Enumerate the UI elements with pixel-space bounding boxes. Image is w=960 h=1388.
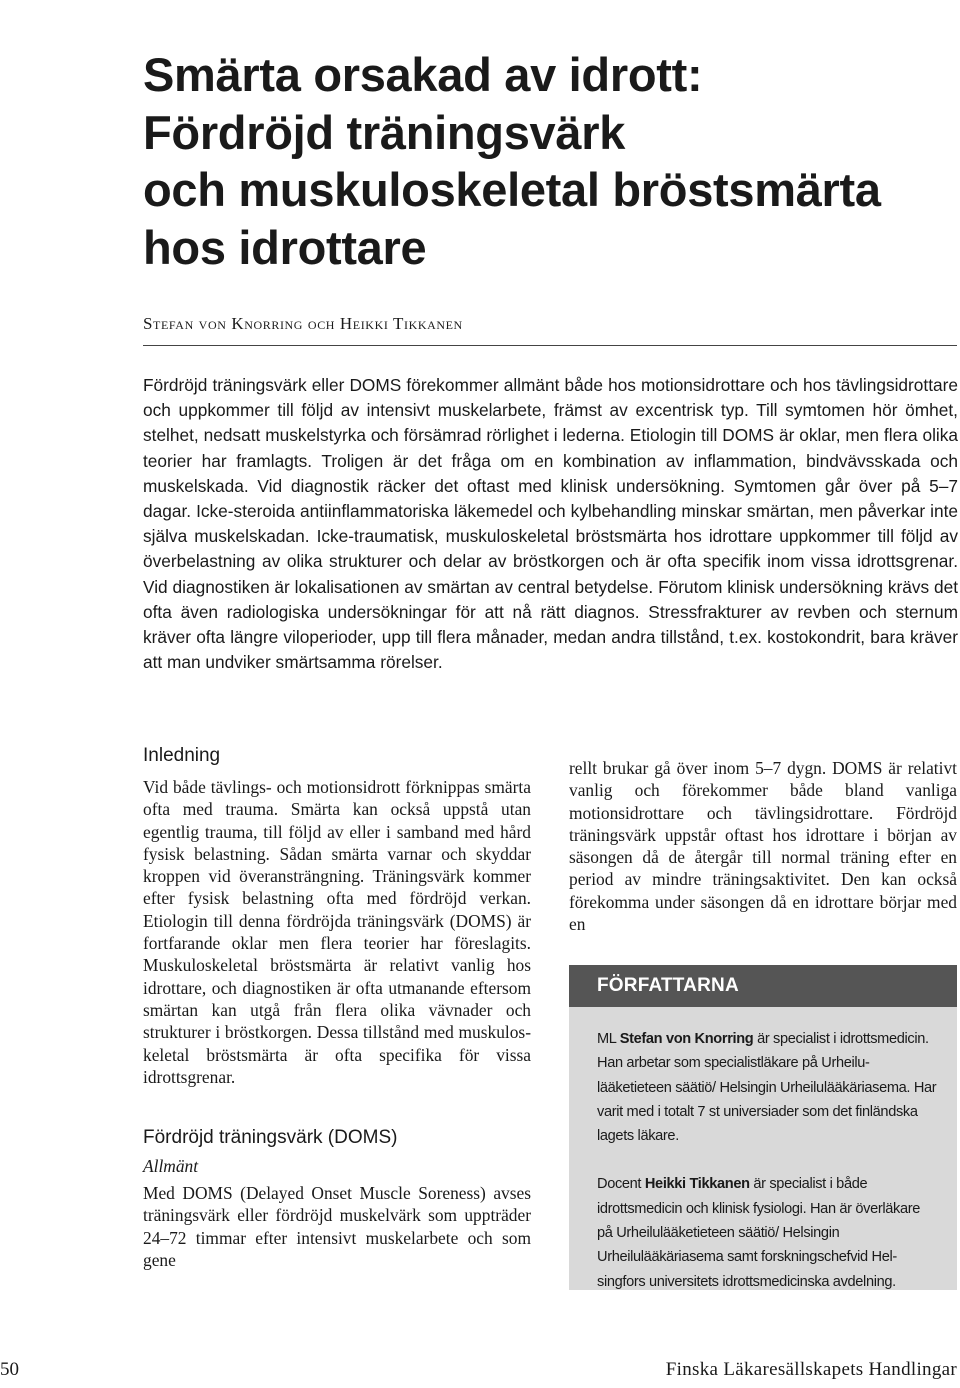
author-2-bio xyxy=(597,1172,937,1293)
article-title xyxy=(143,46,953,276)
section-heading-doms: Fördröjd träningsvärk (DOMS) xyxy=(143,1127,398,1149)
authors-info-box xyxy=(569,965,957,1290)
abstract: Fördröjd träningsvärk eller DOMS förekommer allmänt både hos motionsidrottare och hos tävlingsidrottare och uppkommer till följd av intensivt muskelarbete, främst av excentrisk typ. Till symtomen hör ömhet, stelhet, nedsatt muskelstyrka och försämrad rörlighet i lederna. Etiologin till DOMS är oklar, men flera olika teorier har framlagts. Troligen är det fråga om en kombination av inflammation, bindvävsskada och muskelskada. Vid diagnostik räcker det oftast med klinisk undersökning. Symtomen går över på 5–7 dagar. Icke-steroida antiinflammatoriska läkemedel och kylbehandling minskar smärtan, men påverkar inte själva muskelskadan. Icke-traumatisk, muskuloskeletal bröstsmärta hos idrottare uppkommer till följd av överbelastning av olika strukturer och delar av bröstkorgen och är ofta specifik inom vissa idrottsgrenar. Vid diagnostiken är lokalisationen av smärtan av central betydelse. Förutom klinisk undersökning krävs det ofta även radiologiska undersökningar för att nå rätt diagnos. Stressfrakturer av revben och sternum kräver ofta längre viloperioder, upp till flera månader, medan andra tillstånd, t.ex. kostokondrit, bara kräver att man undviker smärtsamma rörelser. xyxy=(143,375,958,673)
authors-box-body xyxy=(597,1027,937,1318)
authors-box-heading: FÖRFATTARNA xyxy=(569,965,957,1007)
section-text-doms: Med DOMS (Delayed Onset Muscle Soreness) avses träningsvärk eller fördröjd muskelvärk som uppträder 24–72 timmar efter intensivt muskelarbete och som gene xyxy=(143,1183,531,1271)
header-divider xyxy=(143,345,957,346)
title-line-2: Fördröjd träningsvärk xyxy=(143,105,626,159)
journal-name: Finska Läkaresällskapets Handlingar xyxy=(665,1359,957,1380)
subheading-allmant: Allmänt xyxy=(143,1156,199,1177)
author-byline: Stefan von Knorring och Heikki Tikkanen xyxy=(143,314,463,333)
title-line-3: och muskuloskeletal bröstsmärta xyxy=(143,163,881,216)
title-line-1: Smärta orsakad av idrott: xyxy=(143,48,703,101)
author-1-name: Stefan von Knorring xyxy=(619,1031,754,1047)
left-column xyxy=(143,742,531,1271)
page-number: 50 xyxy=(0,1359,19,1380)
title-line-4: hos idrottare xyxy=(143,220,427,274)
section-doms xyxy=(143,1124,531,1271)
section-text-inledning: Vid både tävlings- och motionsidrott förknippas smärta ofta med trauma. Smärta kan också uppstå utan egentlig trauma, till följd av eller i samband med hård fysisk belastning. Sådan smärta varnar och skyddar kroppen vid överansträngning. Träningsvärk kommer efter fysisk belastning ofta med fördröjd verkan. Etiologin till denna fördröjda träningsvärk (DOMS) är fortfarande oklar men flera teorier har föreslagits. Muskuloskeletal bröstsmärta är relativt vanlig hos idrottare, och diagnostiken är ofta utmanande eftersom smärtan kan utgå från flera olika vävnader och strukturer i bröstkorgen. Dessa tillstånd med muskuloskeletal bröstsmärta är ofta specifika för vissa idrottsgrenar. xyxy=(143,777,531,1087)
author-2-prefix: Docent xyxy=(597,1176,645,1193)
author-1-bio xyxy=(597,1027,937,1148)
right-column-text: rellt brukar gå över inom 5–7 dygn. DOMS är relativt vanlig och förekommer både bland vanliga motionsidrottare och tävlingsidrottare. Fördröjd träningsvärk uppstår oftast hos idrottare i början av säsongen då de återgår till normal träning efter en period av mindre träningsaktivitet. Den kan också förekomma under säsongen då en idrottare börjar med en xyxy=(569,758,957,935)
author-1-prefix: ML xyxy=(597,1031,620,1047)
right-column xyxy=(569,757,957,935)
section-heading-inledning: Inledning xyxy=(143,745,221,766)
author-2-name: Heikki Tikkanen xyxy=(644,1176,750,1193)
author-2-text: är specialist i både idrottsmedicin och klinisk fysiologi. Han är överläkare på Urheilulääketieteen säätiö/ Helsingin Urheilulääkäriasema samt forskningschefvid Helsingfors universitets idrottsmedicinska avdelning. xyxy=(597,1176,921,1290)
author-1-text: är specialist i idrottsmedicin. Han arbetar som specialistläkare på Urheilulääketieteen säätiö/ Helsingin Urheilulääkäriasema. Har varit med i totalt 7 st universiader som det finländska lagets läkare. xyxy=(597,1031,937,1145)
